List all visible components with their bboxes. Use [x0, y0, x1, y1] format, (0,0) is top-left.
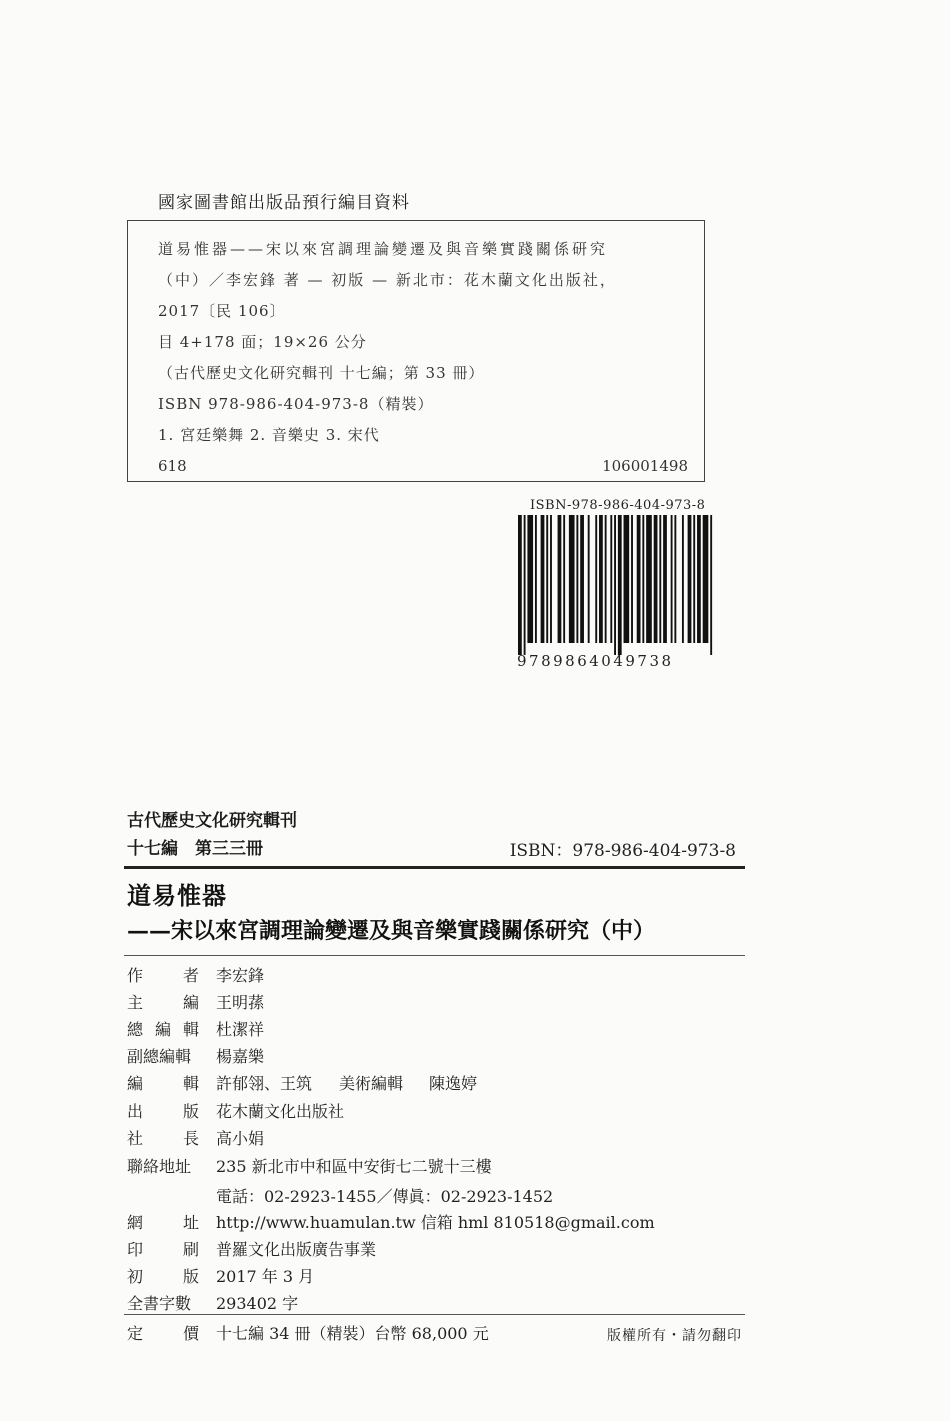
barcode-bar: [631, 515, 633, 643]
series-volume: 十七編 第三三冊: [127, 839, 263, 859]
barcode-bar: [610, 515, 612, 643]
barcode-bar: [535, 515, 537, 643]
imprint-row-value: 普羅文化出版廣告事業: [216, 1240, 377, 1259]
barcode-bar: [527, 515, 533, 643]
imprint-row-label: 社 長: [127, 1129, 199, 1148]
cip-line-isbn: ISBN 978-986-404-973-8（精裝）: [158, 395, 434, 413]
barcode-bar: [688, 515, 692, 643]
imprint-row-label: 初 版: [127, 1267, 199, 1286]
imprint-row-label: 網 址: [127, 1213, 199, 1232]
barcode-digits: 9789864049738: [517, 652, 674, 670]
imprint-row-value: 楊嘉樂: [216, 1047, 265, 1066]
barcode-bar: [541, 515, 545, 643]
copyright-notice: 版權所有・請勿翻印: [607, 1328, 742, 1344]
imprint-row-label: 聯 絡 地 址: [127, 1157, 192, 1176]
barcode-bar: [518, 515, 522, 655]
book-subtitle: ——宋以來宮調理論變遷及與音樂實踐關係研究（中）: [127, 918, 656, 944]
barcode-bar: [710, 515, 712, 655]
cip-class-number: 618: [158, 457, 187, 475]
barcode-bar: [697, 515, 701, 643]
barcode-bar: [637, 515, 641, 643]
barcode-bar: [563, 515, 565, 643]
barcode-bar: [703, 515, 709, 643]
cip-line-title: 道易惟器——宋以來宮調理論變遷及與音樂實踐關係研究: [158, 240, 609, 258]
cip-line-pages: 目 4+178 面；19×26 公分: [158, 333, 367, 351]
barcode-bar: [642, 515, 644, 643]
barcode-bar: [654, 515, 658, 643]
imprint-row-value: 杜潔祥: [216, 1020, 265, 1039]
barcode-bar: [595, 515, 597, 643]
thin-divider: [124, 955, 745, 956]
cip-control-number: 106001498: [602, 457, 688, 475]
imprint-row-value: 高小娟: [216, 1129, 265, 1148]
imprint-row-extra-value: 陳逸婷: [429, 1074, 478, 1093]
imprint-row-value: 電話：02-2923-1455／傳眞：02-2923-1452: [216, 1187, 554, 1206]
imprint-isbn: ISBN：978-986-404-973-8: [509, 841, 736, 861]
barcode-bar: [618, 515, 622, 655]
imprint-row-value: 十七編 34 冊（精裝）台幣 68,000 元: [216, 1324, 489, 1343]
series-title: 古代歷史文化研究輯刊: [127, 811, 297, 831]
barcode-bar: [524, 515, 526, 655]
cip-line-subjects: 1. 宮廷樂舞 2. 音樂史 3. 宋代: [158, 426, 380, 444]
cip-record-box: [127, 220, 705, 482]
imprint-row-value: 293402 字: [216, 1294, 299, 1313]
imprint-row-label: 總 編 輯: [127, 1020, 199, 1039]
barcode-bar: [659, 515, 661, 643]
barcode-bar: [674, 515, 676, 643]
imprint-row-label: 作 者: [127, 966, 199, 985]
bottom-divider: [124, 1314, 745, 1315]
barcode-bar: [558, 515, 562, 643]
imprint-row-label: 副 總 編 輯: [127, 1047, 192, 1066]
barcode-image: [518, 515, 714, 655]
barcode-bar: [646, 515, 652, 643]
barcode-bar: [576, 515, 578, 643]
imprint-row-label: 出 版: [127, 1102, 199, 1121]
barcode-bar: [569, 515, 575, 643]
barcode-bar: [614, 515, 616, 655]
imprint-row-label: 全 書 字 數: [127, 1294, 192, 1313]
imprint-row-label: 定 價: [127, 1324, 199, 1343]
barcode-bar: [663, 515, 667, 643]
imprint-row-label: 編 輯: [127, 1074, 199, 1093]
barcode-bar: [588, 515, 590, 643]
barcode-bar: [550, 515, 552, 643]
book-title: 道易惟器: [127, 881, 227, 910]
cip-line-series: （古代歷史文化研究輯刊 十七編；第 33 冊）: [158, 364, 485, 382]
imprint-row-label: 印 刷: [127, 1240, 199, 1259]
thick-divider: [124, 866, 745, 869]
barcode-bar: [682, 515, 684, 643]
imprint-row-value: 許郁翎、王筑: [216, 1074, 313, 1093]
cip-line-year: 2017〔民 106〕: [158, 302, 286, 320]
barcode-bar: [599, 515, 603, 643]
imprint-row-value: 花木蘭文化出版社: [216, 1102, 345, 1121]
imprint-row-extra-label: 美術編輯: [339, 1074, 404, 1093]
imprint-row-value: 2017 年 3 月: [216, 1267, 315, 1286]
imprint-row-label: 主 編: [127, 993, 199, 1012]
imprint-row-value: http://www.huamulan.tw 信箱 hml 810518@gmail.com: [216, 1213, 655, 1232]
imprint-row-value: 王明蓀: [216, 993, 265, 1012]
barcode-bar: [580, 515, 584, 643]
cip-line-author: （中）／李宏鋒 著 — 初版 — 新北市：花木蘭文化出版社，: [158, 271, 617, 289]
imprint-row-value: 235 新北市中和區中安街七二號十三樓: [216, 1157, 492, 1176]
barcode-bar: [693, 515, 695, 643]
barcode-bar: [546, 515, 548, 643]
imprint-row-value: 李宏鋒: [216, 966, 265, 985]
barcode-bar: [671, 515, 673, 643]
barcode-bar: [624, 515, 630, 643]
barcode-isbn-label: ISBN-978-986-404-973-8: [530, 498, 706, 513]
barcode-bar: [605, 515, 607, 643]
cip-heading: 國家圖書館出版品預行編目資料: [158, 193, 410, 213]
